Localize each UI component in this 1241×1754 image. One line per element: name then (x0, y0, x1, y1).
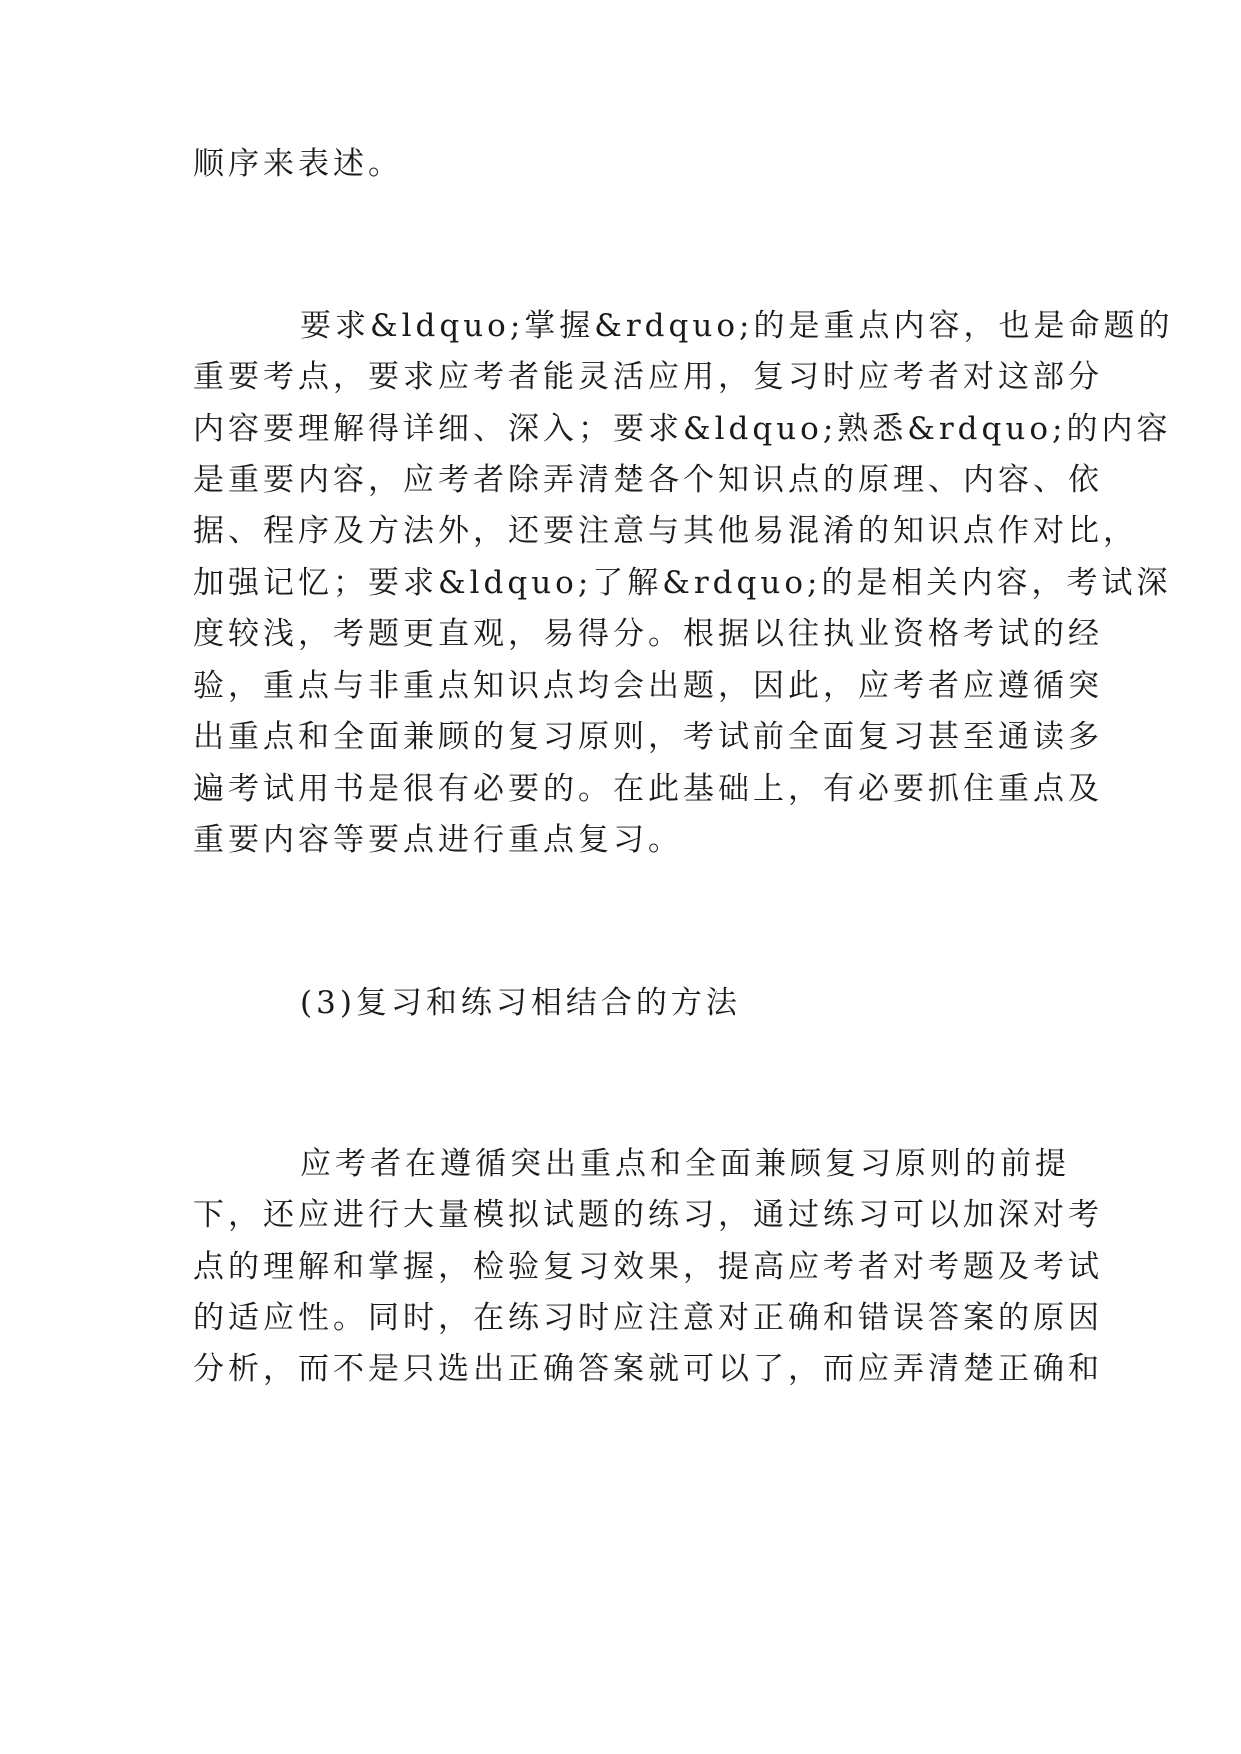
paragraph-2-line-2: 重要考点，要求应考者能灵活应用，复习时应考者对这部分 (193, 359, 1103, 395)
paragraph-4-line-4: 的适应性。同时，在练习时应注意对正确和错误答案的原因 (193, 1300, 1103, 1336)
paragraph-2-line-10: 遍考试用书是很有必要的。在此基础上，有必要抓住重点及 (193, 771, 1103, 807)
paragraph-2-line-8: 验，重点与非重点知识点均会出题，因此，应考者应遵循突 (193, 668, 1103, 704)
paragraph-1-line-1: 顺序来表述。 (193, 146, 403, 182)
paragraph-2-line-11: 重要内容等要点进行重点复习。 (193, 822, 683, 858)
paragraph-2-line-3: 内容要理解得详细、深入；要求&ldquo;熟悉&rdquo;的内容 (193, 411, 1172, 447)
paragraph-2-line-5: 据、程序及方法外，还要注意与其他易混淆的知识点作对比， (193, 513, 1138, 549)
paragraph-4-line-1: 应考者在遵循突出重点和全面兼顾复习原则的前提 (300, 1146, 1070, 1182)
paragraph-2-line-1: 要求&ldquo;掌握&rdquo;的是重点内容，也是命题的 (300, 308, 1174, 344)
paragraph-4-line-5: 分析，而不是只选出正确答案就可以了，而应弄清楚正确和 (193, 1351, 1103, 1387)
section-heading: (3)复习和练习相结合的方法 (300, 985, 741, 1021)
paragraph-2-line-6: 加强记忆；要求&ldquo;了解&rdquo;的是相关内容，考试深 (193, 565, 1172, 601)
paragraph-2-line-7: 度较浅，考题更直观，易得分。根据以往执业资格考试的经 (193, 616, 1103, 652)
paragraph-4-line-2: 下，还应进行大量模拟试题的练习，通过练习可以加深对考 (193, 1197, 1103, 1233)
paragraph-2-line-9: 出重点和全面兼顾的复习原则，考试前全面复习甚至通读多 (193, 719, 1103, 755)
paragraph-2-line-4: 是重要内容，应考者除弄清楚各个知识点的原理、内容、依 (193, 462, 1103, 498)
paragraph-4-line-3: 点的理解和掌握，检验复习效果，提高应考者对考题及考试 (193, 1249, 1103, 1285)
